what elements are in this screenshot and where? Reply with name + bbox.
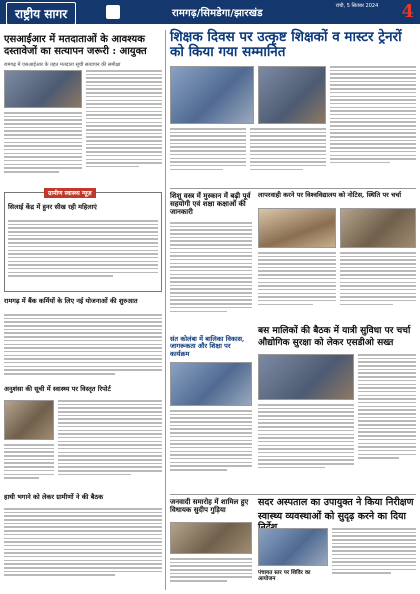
article-headline: संत कोलंबा में बालिका विकास, जागरूकता और शिक्षा पर कार्यक्रम bbox=[170, 335, 245, 358]
article-body bbox=[340, 252, 416, 322]
section-divider bbox=[170, 494, 416, 495]
article-body bbox=[358, 354, 416, 490]
article-body bbox=[332, 528, 416, 590]
lead-headline: शिक्षक दिवस पर उत्कृष्ट शिक्षकों व मास्टर ट्रेनरों को किया गया सम्मानित bbox=[170, 29, 402, 60]
article-headline: एसआईआर में मतदाताओं के आवश्यक दस्तावेजों का सत्यापन जरूरी : आयुक्त bbox=[4, 34, 147, 57]
article-body bbox=[170, 558, 252, 590]
article-subhead: रामगढ़ में एसआईआर के तहत मतदाता सूची सत्यापन की समीक्षा bbox=[4, 62, 121, 68]
section-title: रामगढ़/सिमडेगा/झारखंड bbox=[172, 8, 263, 19]
article-photo bbox=[258, 528, 328, 566]
article-headline: लापरवाही करने पर विश्वविद्यालय को नोटिस, स्थिति पर चर्चा bbox=[258, 191, 402, 199]
page-number: 4 bbox=[401, 1, 414, 22]
column-divider bbox=[165, 30, 166, 590]
article-headline: सिलाई केंद्र में हुनर सीख रही महिलाएं bbox=[8, 203, 97, 211]
article-body bbox=[4, 508, 162, 590]
article-body bbox=[258, 404, 354, 490]
article-body bbox=[258, 252, 336, 322]
issue-date: रांची, 5 सितंबर 2024 bbox=[335, 3, 379, 9]
article-body bbox=[86, 70, 162, 190]
article-body bbox=[4, 314, 162, 384]
lead-photo-2 bbox=[258, 66, 326, 124]
article-photo bbox=[4, 400, 54, 440]
article-headline: पंचायत स्तर पर शिविर का आयोजन bbox=[258, 570, 311, 583]
article-body bbox=[8, 220, 158, 288]
article-body bbox=[330, 66, 416, 186]
article-body bbox=[170, 222, 252, 332]
article-headline: बस मालिकों की बैठक में यात्री सुविधा पर चर्चा bbox=[258, 326, 411, 336]
article-body bbox=[170, 410, 252, 490]
masthead bbox=[0, 0, 420, 24]
article-photo bbox=[258, 354, 354, 400]
article-headline: सदर अस्पताल का उपायुक्त ने किया निरीक्षण bbox=[258, 497, 414, 508]
article-body bbox=[4, 444, 54, 490]
article-body bbox=[58, 400, 162, 490]
section-label: ग्रामीण स्वास्थ्य न्यूज़ bbox=[44, 188, 96, 198]
brand-logo: राष्ट्रीय सागर bbox=[6, 2, 76, 25]
section-divider bbox=[170, 188, 416, 189]
article-body bbox=[4, 112, 82, 190]
article-headline: शिशु वस्त्र में मुस्कान में बढ़ी पूर्व सहयोगी एवं शक्षा कक्षाओं की जानकारी bbox=[170, 191, 251, 217]
article-photo bbox=[340, 208, 416, 248]
event-photo bbox=[170, 522, 252, 554]
meeting-photo bbox=[4, 70, 82, 108]
lead-photo-1 bbox=[170, 66, 254, 124]
article-photo bbox=[258, 208, 336, 248]
article-headline: अनुशंसा की सूची में स्वास्थ्य पर विस्तृत रिपोर्ट bbox=[4, 385, 111, 393]
article-headline: रामगढ़ में बैंक कर्मियों के लिए नई योजनाओं की शुरुआत bbox=[4, 297, 138, 305]
article-headline: हाथी भगाने को लेकर ग्रामीणों ने की बैठक bbox=[4, 493, 104, 501]
article-headline: जनवादी समारोह में शामिल हुए विधायक सुदीप गुड़िया bbox=[170, 497, 249, 515]
article-headline: स्वास्थ्य व्यवस्थाओं को सुदृढ़ करने का दिया bbox=[258, 511, 407, 522]
event-photo bbox=[170, 362, 252, 406]
article-body bbox=[170, 128, 246, 184]
brand-emblem-icon bbox=[106, 5, 120, 19]
article-body bbox=[250, 128, 326, 184]
article-headline: औद्योगिक सुरक्षा को लेकर एसडीओ सख्त bbox=[258, 338, 394, 348]
